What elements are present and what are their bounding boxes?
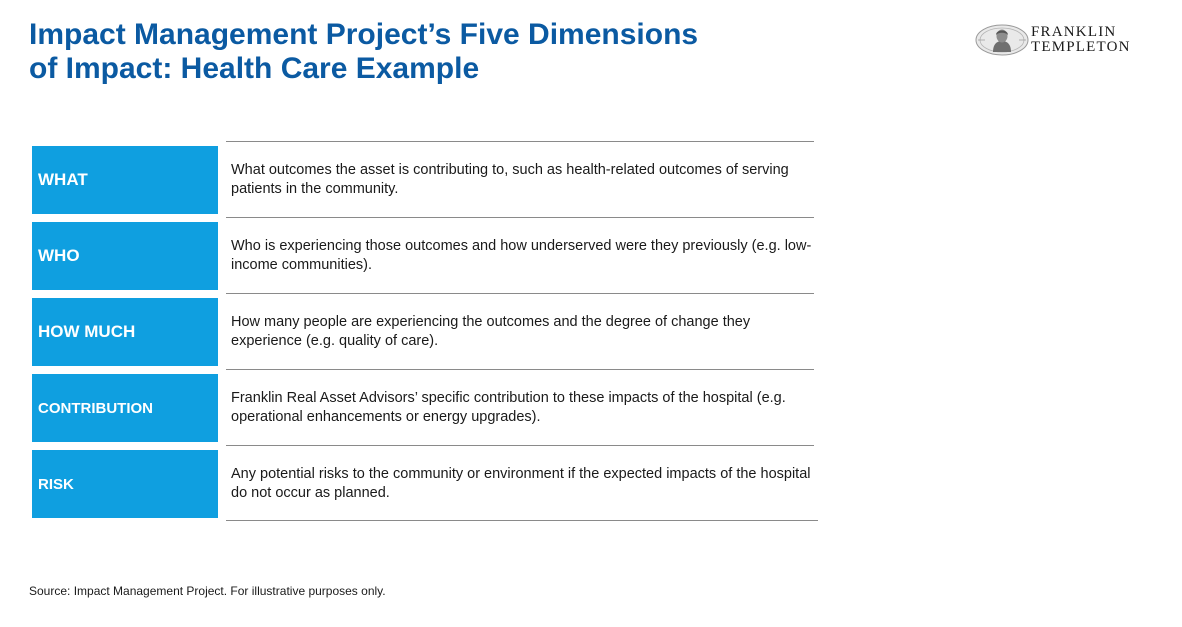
logo-line-1: FRANKLIN [1031,24,1117,40]
dimensions-table [32,141,818,521]
dimension-row-who [32,217,818,293]
source-note: Source: Impact Management Project. For illustrative purposes only. [29,584,386,598]
dimension-description: How many people are experiencing the outcomes and the degree of change they experience (e.g. quality of care). [231,314,751,349]
logo-wordmark [1031,25,1131,55]
row-divider [226,293,814,294]
page-title [29,18,789,86]
dimension-row-contribution [32,369,818,445]
row-divider [226,369,814,370]
page-title-line-1: Impact Management Project’s Five Dimensions [29,18,699,51]
row-divider [226,217,814,218]
dimension-label: WHAT [32,146,218,214]
dimension-description: What outcomes the asset is contributing to, such as health-related outcomes of serving patients in the community. [231,162,789,197]
dimension-description: Any potential risks to the community or environment if the expected impacts of the hospital do not occur as planned. [231,466,811,501]
dimension-row-what [32,141,818,217]
dimension-label: RISK [32,450,218,518]
row-divider [226,445,814,446]
dimension-description: Who is experiencing those outcomes and how underserved were they previously (e.g. low-income communities). [231,238,812,273]
row-divider [226,141,814,142]
dimension-description: Franklin Real Asset Advisors’ specific contribution to these impacts of the hospital (e.g. operational enhancements or energy upgrades). [231,390,786,425]
dimension-row-how-much [32,293,818,369]
dimension-row-risk [32,445,818,521]
franklin-portrait-seal-icon [975,24,1029,56]
logo-line-2: TEMPLETON [1031,39,1131,55]
page-title-line-2: of Impact: Health Care Example [29,52,480,85]
franklin-templeton-logo [975,24,1175,58]
dimension-label: HOW MUCH [32,298,218,366]
dimension-label: WHO [32,222,218,290]
row-divider [226,520,818,521]
dimension-label: CONTRIBUTION [32,374,218,442]
